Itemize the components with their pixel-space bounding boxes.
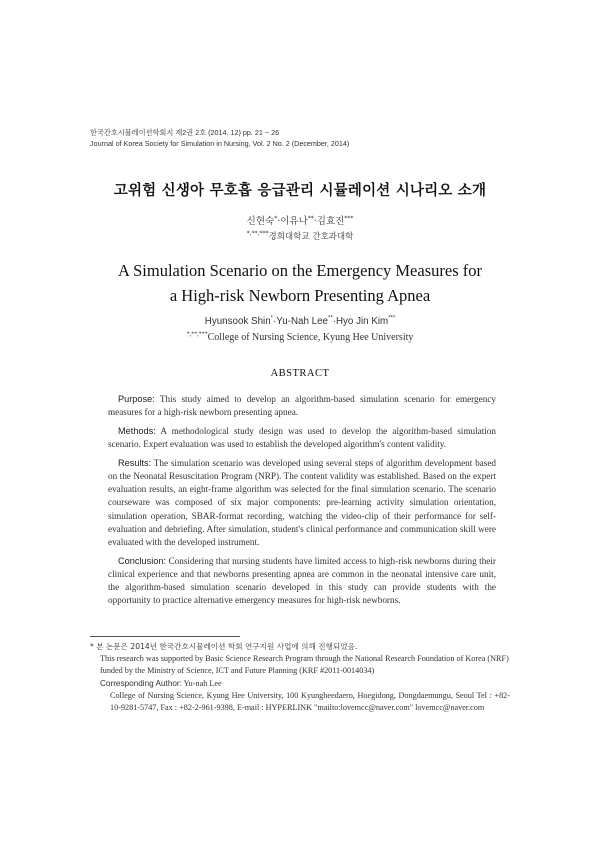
author-marker: * [270,315,273,322]
english-title-line-2: a High-risk Newborn Presenting Apnea [169,286,431,305]
footnote [90,641,510,714]
results-label: Results: [118,457,152,468]
author-marker: ** [307,214,314,222]
abstract-conclusion [108,555,496,608]
journal-header [90,128,349,149]
english-affiliation-text: College of Nursing Science, Kyung Hee University [207,332,414,343]
corresponding-author-name: Yu-nah Lee [181,678,222,688]
abstract-methods [108,425,496,451]
affiliation-marker: *,**,*** [246,230,269,238]
author-marker: *** [344,214,354,222]
methods-text: A methodological study design was used to develop the algorithm-based simulation scenario. Expert evaluation was used to establish the developed algorithm's content validity. [108,425,496,450]
english-affiliation [0,332,600,343]
korean-authors: 신현숙*·이유나**·김효진*** [246,214,354,227]
corresponding-author-label: Corresponding Author: [100,678,182,688]
english-title-line-1: A Simulation Scenario on the Emergency Measures for [118,261,482,280]
korean-affiliation-text: 경희대학교 간호과대학 [268,232,354,242]
korean-author-2: 이유나 [280,216,308,227]
methods-label: Methods: [118,425,156,436]
purpose-text: This study aimed to develop an algorithm-based simulation scenario for emergency measures for a high-risk newborn presenting apnea. [108,394,496,418]
korean-author-1: 신현숙 [246,216,275,227]
abstract-purpose [108,393,496,419]
english-title [0,258,600,308]
korean-title: 고위험 신생아 무호흡 응급관리 시뮬레이션 시나리오 소개 [113,183,487,199]
korean-author-3: 김효진 [316,216,345,227]
purpose-label: Purpose: [118,394,155,404]
abstract-heading: ABSTRACT [270,368,330,379]
korean-affiliation [0,230,600,242]
funding-note-english: This research was supported by Basic Science Research Program through the National Research Foundation of Korea (NRF) funded by the Ministry of Science, ICT and Future Planning (KRF #2011-0014034) [100,654,509,676]
english-author-2: Yu-Nah Lee [276,316,329,327]
english-authors: Hyunsook Shin*·Yu-Nah Lee**·Hyo Jin Kim*** [204,315,396,327]
journal-line-korean: 한국간호시뮬레이션학회지 제2권 2호 (2014. 12) pp. 21 ~ 26 [90,128,280,137]
author-marker: * [274,214,278,222]
abstract-body [108,393,496,613]
corresponding-author [90,678,510,690]
author-marker: *** [388,315,396,322]
footnote-divider [90,636,240,637]
journal-line-english: Journal of Korea Society for Simulation in Nursing, Vol. 2 No. 2 (December, 2014) [90,138,350,148]
corresponding-address: College of Nursing Science, Kyung Hee University, 100 Kyungheedaero, Hoegidong, Dongdaemungu, Seoul Tel : +82-10-9281-5747, Fax : +82-2-961-9398, E-mail : HYPERLINK "mailto:lovemcc@naver.com" lovemcc@naver.com [110,690,510,713]
affiliation-marker: *,**,*** [186,331,208,338]
abstract-results [108,457,496,549]
results-text: The simulation scenario was developed using several steps of algorithm development based on the Neonatal Resuscitation Program (NRP). The content validity was established. Based on the expert evaluation results, an eight-frame algorithm was selected for the final simulation scenario. The scenario courseware was composed of six major components: pre-learning activity simulation orientation, simulation operation, SBAR-format recording, watching the video-clip of their performance for self-evaluation and debriefing. After simulation, student's clinical performance and communication skill were evaluated with the developed instrument. [108,457,496,548]
funding-note-korean: * 본 논문은 2014년 한국간호시뮬레이션 학회 연구지원 사업에 의해 진행되었음. [90,642,358,651]
english-author-1: Hyunsook Shin [204,316,271,327]
author-marker: ** [328,315,333,322]
conclusion-label: Conclusion: [118,555,167,566]
english-author-3: Hyo Jin Kim [335,316,389,327]
conclusion-text: Considering that nursing students have limited access to high-risk newborns during their clinical experience and that newborns presenting apnea are common in the neonatal intensive care unit, the algorithm-based simulation scenario developed in this study can provide students with the opportunity to practice alternative emergency measures for high-risk newborns. [108,555,496,606]
